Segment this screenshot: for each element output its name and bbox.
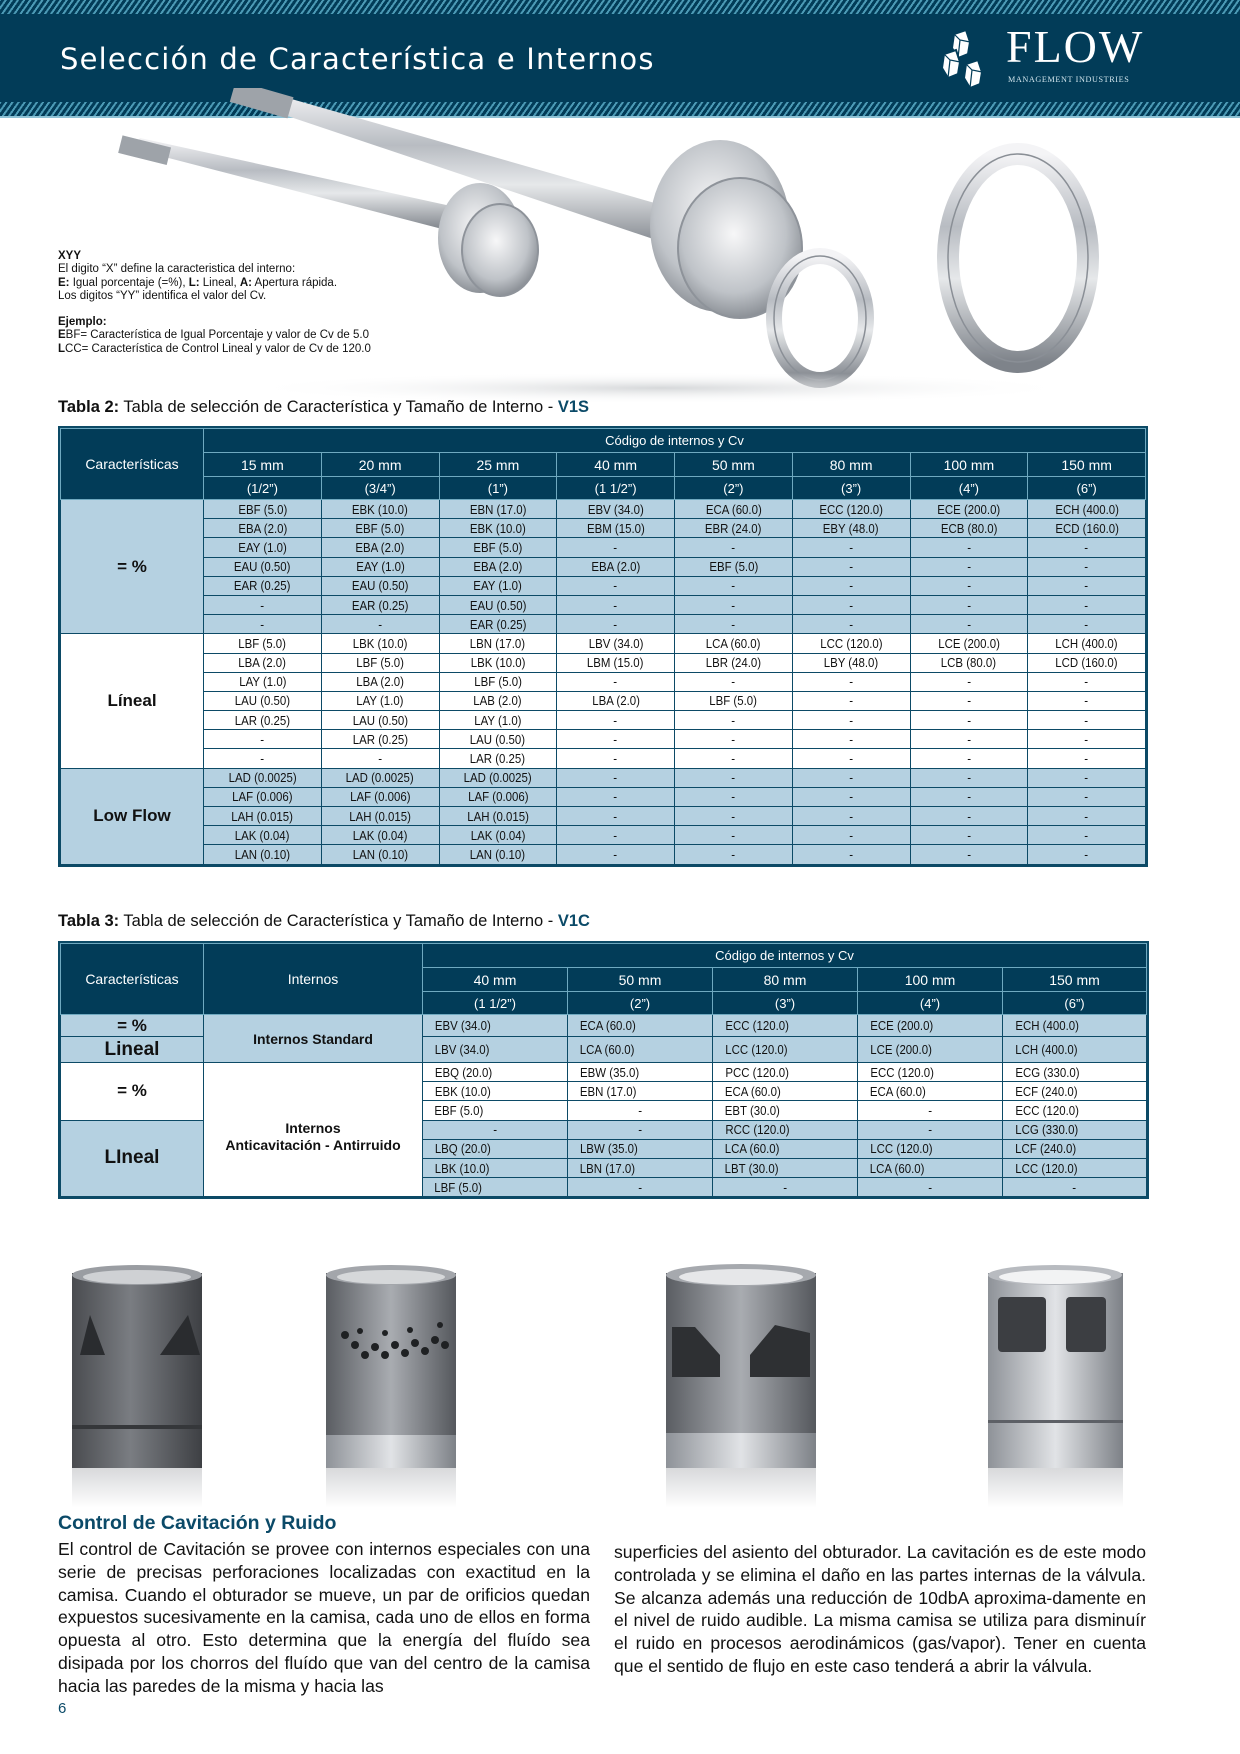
table-cell: LCA (60.0) — [675, 634, 793, 653]
table-cell: - — [792, 711, 910, 730]
header-size-inch: (1 1/2”) — [557, 477, 675, 500]
table-cell: LCA (60.0) — [858, 1158, 1003, 1177]
valve-plugs-and-seat-rings-image — [100, 88, 1200, 408]
page-number: 6 — [58, 1700, 67, 1717]
legend-line-1: El digito “X” define la caracteristica del interno: — [58, 263, 296, 276]
table-cell: EAY (1.0) — [321, 557, 439, 576]
cage-trims-images — [50, 1255, 1210, 1515]
header-size-inch: (1 1/2”) — [423, 992, 568, 1015]
table-cell: - — [557, 730, 675, 749]
table-row — [61, 634, 1146, 653]
table-cell: EBN (17.0) — [439, 500, 557, 519]
table-cell: ECA (60.0) — [675, 500, 793, 519]
table-cell: LAD (0.0025) — [439, 768, 557, 787]
table-cell: - — [792, 768, 910, 787]
table-cell: EAY (1.0) — [439, 576, 557, 595]
header-size-mm: 80 mm — [713, 968, 858, 992]
table-row — [61, 787, 1146, 806]
header-size-mm: 150 mm — [1028, 453, 1146, 477]
table-cell: LBF (5.0) — [321, 653, 439, 672]
header-internos: Internos — [204, 944, 423, 1015]
table-cell: - — [675, 845, 793, 864]
table-cell: ECG (330.0) — [1003, 1063, 1147, 1082]
table-cell: LBN (17.0) — [439, 634, 557, 653]
table-cell: EBM (15.0) — [557, 519, 675, 538]
table-cell: LBA (2.0) — [557, 691, 675, 710]
table-cell: LBA (2.0) — [204, 653, 322, 672]
header-codigo-internos: Código de internos y Cv — [204, 429, 1146, 453]
legend-example-label: Ejemplo: — [58, 316, 107, 329]
table2-caption: Tabla 2: Tabla de selección de Característica y Tamaño de Interno - V1S — [58, 398, 590, 416]
table-cell: - — [1028, 749, 1146, 768]
table-cell: ECC (120.0) — [1003, 1101, 1147, 1120]
table-cell: - — [910, 768, 1028, 787]
table-cell: LBK (10.0) — [423, 1158, 568, 1177]
table-cell: LBM (15.0) — [557, 653, 675, 672]
table-cell: LCH (400.0) — [1028, 634, 1146, 653]
table-row — [61, 730, 1146, 749]
table-cell: - — [675, 768, 793, 787]
table-cell: - — [1028, 730, 1146, 749]
table3-v1c-selection — [60, 943, 1147, 1197]
table-cell: LAU (0.50) — [321, 711, 439, 730]
table-row — [61, 538, 1146, 557]
table-cell: LCF (240.0) — [1003, 1139, 1147, 1158]
table-cell: - — [204, 595, 322, 614]
header-size-mm: 20 mm — [321, 453, 439, 477]
table-cell: LCD (160.0) — [1028, 653, 1146, 672]
table-row — [61, 807, 1146, 826]
table-cell: ECB (80.0) — [910, 519, 1028, 538]
table-cell: - — [1028, 595, 1146, 614]
table-cell: - — [557, 711, 675, 730]
table-cell: - — [792, 730, 910, 749]
table-cell: LAH (0.015) — [439, 807, 557, 826]
table-cell: LBN (17.0) — [568, 1158, 713, 1177]
table-cell: - — [910, 576, 1028, 595]
header-size-inch: (4”) — [858, 992, 1003, 1015]
table2-v1s-selection — [60, 428, 1146, 865]
table-cell: EBF (5.0) — [675, 557, 793, 576]
table-cell: EBY (48.0) — [792, 519, 910, 538]
cubes-logo-icon — [940, 28, 992, 90]
table-cell: PCC (120.0) — [713, 1063, 858, 1082]
table-cell: LAK (0.04) — [439, 826, 557, 845]
header-size-mm: 50 mm — [568, 968, 713, 992]
table-cell: - — [557, 576, 675, 595]
table-cell: EAU (0.50) — [321, 576, 439, 595]
table-cell: LBW (35.0) — [568, 1139, 713, 1158]
table-cell: LAK (0.04) — [204, 826, 322, 845]
table-cell: - — [910, 845, 1028, 864]
header-size-mm: 100 mm — [858, 968, 1003, 992]
table-cell: - — [675, 576, 793, 595]
legend-line-3: Los digitos “YY” identifica el valor del Cv. — [58, 289, 267, 302]
header-size-inch: (1”) — [439, 477, 557, 500]
table-row — [61, 691, 1146, 710]
table-cell: - — [557, 807, 675, 826]
table-cell: EBR (24.0) — [675, 519, 793, 538]
table-row — [61, 519, 1146, 538]
logo-wordmark: FLOW — [1006, 21, 1145, 72]
group-label: = % — [61, 500, 204, 634]
table-cell: - — [557, 768, 675, 787]
table-cell: LAY (1.0) — [321, 691, 439, 710]
section-title: Control de Cavitación y Ruido — [58, 1512, 337, 1534]
table-cell: LCA (60.0) — [713, 1139, 858, 1158]
table-cell: EBA (2.0) — [204, 519, 322, 538]
table-cell: - — [675, 787, 793, 806]
header-stripe-top — [0, 0, 1240, 14]
table-cell: - — [1028, 557, 1146, 576]
table-row — [61, 672, 1146, 691]
table-cell: - — [423, 1120, 568, 1139]
table-cell: EBW (35.0) — [568, 1063, 713, 1082]
table-cell: EBF (5.0) — [204, 500, 322, 519]
table-cell: LAR (0.25) — [204, 711, 322, 730]
table-cell: - — [792, 595, 910, 614]
table-row — [61, 500, 1146, 519]
table-cell: - — [792, 807, 910, 826]
table-cell: LBV (34.0) — [557, 634, 675, 653]
header-size-inch: (3”) — [713, 992, 858, 1015]
group-label: = % — [61, 1015, 204, 1037]
table-cell: EAU (0.50) — [204, 557, 322, 576]
table-cell: - — [675, 615, 793, 634]
table-cell: LAH (0.015) — [204, 807, 322, 826]
table-cell: - — [557, 845, 675, 864]
table-cell: LCC (120.0) — [1003, 1158, 1147, 1177]
table-cell: - — [1028, 615, 1146, 634]
table-cell: - — [858, 1120, 1003, 1139]
table-cell: LCG (330.0) — [1003, 1120, 1147, 1139]
table-cell: - — [910, 826, 1028, 845]
header-size-inch: (4”) — [910, 477, 1028, 500]
header-caracteristicas: Características — [61, 944, 204, 1015]
table-cell: LBF (5.0) — [204, 634, 322, 653]
table-cell: - — [675, 826, 793, 845]
table-cell: LAH (0.015) — [321, 807, 439, 826]
header-size-mm: 150 mm — [1003, 968, 1147, 992]
table-cell: LCE (200.0) — [858, 1037, 1003, 1063]
table-cell: - — [910, 730, 1028, 749]
header-size-mm: 40 mm — [423, 968, 568, 992]
table-cell: LBK (10.0) — [321, 634, 439, 653]
table-cell: LAK (0.04) — [321, 826, 439, 845]
table-cell: - — [557, 538, 675, 557]
table-row — [61, 576, 1146, 595]
table-cell: LAF (0.006) — [321, 787, 439, 806]
table-cell: ECD (160.0) — [1028, 519, 1146, 538]
table-cell: LAF (0.006) — [204, 787, 322, 806]
table-cell: - — [910, 807, 1028, 826]
table-cell: - — [204, 730, 322, 749]
table-cell: ECE (200.0) — [910, 500, 1028, 519]
table-cell: EBV (34.0) — [423, 1015, 568, 1037]
table-row — [61, 1015, 1147, 1037]
header-size-mm: 80 mm — [792, 453, 910, 477]
legend-example-2: LCC= Característica de Control Lineal y valor de Cv de 120.0 — [58, 342, 371, 355]
header-size-mm: 100 mm — [910, 453, 1028, 477]
legend-code: XYY — [58, 250, 82, 262]
header-size-inch: (3/4”) — [321, 477, 439, 500]
table-cell: LCB (80.0) — [910, 653, 1028, 672]
table-cell: - — [568, 1101, 713, 1120]
table-cell: EBK (10.0) — [423, 1082, 568, 1101]
table-cell: - — [675, 672, 793, 691]
table-cell: LBV (34.0) — [423, 1037, 568, 1063]
table-cell: - — [792, 826, 910, 845]
header-size-inch: (6”) — [1003, 992, 1147, 1015]
cage-1 — [72, 1265, 202, 1508]
header-size-mm: 25 mm — [439, 453, 557, 477]
table3-caption: Tabla 3: Tabla de selección de Característica y Tamaño de Interno - V1C — [58, 912, 590, 930]
table-cell: - — [792, 672, 910, 691]
table-cell: ECA (60.0) — [713, 1082, 858, 1101]
table-cell: - — [910, 749, 1028, 768]
table-cell: - — [910, 538, 1028, 557]
internos-anticavitacion-label: Internos Anticavitación - Antirruido — [204, 1063, 423, 1197]
table-row — [61, 653, 1146, 672]
table-cell: LCE (200.0) — [910, 634, 1028, 653]
table-cell: LBY (48.0) — [792, 653, 910, 672]
table-cell: - — [1028, 768, 1146, 787]
table-cell: LAN (0.10) — [321, 845, 439, 864]
table-cell: LBT (30.0) — [713, 1158, 858, 1177]
table-row — [61, 826, 1146, 845]
table-cell: - — [557, 749, 675, 768]
table-cell: EBA (2.0) — [321, 538, 439, 557]
group-label: LIneal — [61, 1120, 204, 1197]
table-cell: LAF (0.006) — [439, 787, 557, 806]
table-cell: - — [792, 557, 910, 576]
table-cell: LBK (10.0) — [439, 653, 557, 672]
table-cell: - — [675, 538, 793, 557]
legend-line-2: E: Igual porcentaje (=%), L: Lineal, A: Apertura rápida. — [58, 276, 338, 289]
table-cell: RCC (120.0) — [713, 1120, 858, 1139]
table-cell: LCA (60.0) — [568, 1037, 713, 1063]
table-cell: - — [1028, 538, 1146, 557]
body-text-right-column: superficies del asiento del obturador. La cavitación es de este modo controlada y se elimina el daño en las partes internas de la válvula. Se alcanza además una reducción de 10dbA aproxima-damente en el nivel de ruido audible. La misma camisa se utiliza para disminuír el ruido en procesos aerodinámicos (gas/vapor). Tener en cuenta que el sentido de flujo en este caso tenderá a abrir la válvula. — [614, 1542, 1146, 1676]
table-cell: - — [792, 538, 910, 557]
table-cell: - — [568, 1178, 713, 1197]
table-cell: EBT (30.0) — [713, 1101, 858, 1120]
table-cell: - — [792, 749, 910, 768]
table-cell: LAY (1.0) — [204, 672, 322, 691]
table-cell: - — [1028, 711, 1146, 730]
table-row — [61, 615, 1146, 634]
table-cell: EBF (5.0) — [439, 538, 557, 557]
table-cell: EBA (2.0) — [439, 557, 557, 576]
table-row — [61, 749, 1146, 768]
table-cell: - — [675, 730, 793, 749]
table-cell: - — [910, 615, 1028, 634]
table-cell: LAN (0.10) — [439, 845, 557, 864]
table-cell: - — [557, 672, 675, 691]
table-cell: ECF (240.0) — [1003, 1082, 1147, 1101]
table-cell: - — [792, 787, 910, 806]
table-cell: LBF (5.0) — [439, 672, 557, 691]
body-text-left-column: El control de Cavitación se provee con internos especiales con una serie de precisas perforaciones localizadas con exactitud en la camisa. Cuando el obturador se mueve, un par de orificios quedan expuestos sucesivamente en la camisa, cada uno de ellos en forma opuesta al otro. Esto determina que la energía del fluído sea disipada por los chorros del fluído que van del centro de la camisa hacia las paredes de la misma y hacia las — [58, 1539, 590, 1696]
page-title: Selección de Característica e Internos — [60, 42, 655, 76]
table-cell: EBQ (20.0) — [423, 1063, 568, 1082]
logo-subtitle: MANAGEMENT INDUSTRIES — [1008, 75, 1130, 84]
table-cell: - — [1028, 576, 1146, 595]
header-size-mm: 50 mm — [675, 453, 793, 477]
table-cell: - — [321, 749, 439, 768]
group-label: = % — [61, 1063, 204, 1121]
cage-4 — [988, 1265, 1123, 1508]
table-cell: ECH (400.0) — [1028, 500, 1146, 519]
table-cell: ECE (200.0) — [858, 1015, 1003, 1037]
table-cell: LBR (24.0) — [675, 653, 793, 672]
table-cell: - — [1028, 807, 1146, 826]
table-cell: - — [910, 595, 1028, 614]
table-cell: LBF (5.0) — [675, 691, 793, 710]
table-cell: EBF (5.0) — [321, 519, 439, 538]
cage-3 — [666, 1264, 816, 1508]
code-legend — [58, 250, 371, 356]
table-row — [61, 845, 1146, 864]
table-cell: EBK (10.0) — [439, 519, 557, 538]
table-cell: EBF (5.0) — [423, 1101, 568, 1120]
header-size-inch: (2”) — [675, 477, 793, 500]
table-row — [61, 1063, 1147, 1082]
table-cell: ECA (60.0) — [858, 1082, 1003, 1101]
legend-example-1: EBF= Característica de Igual Porcentaje y valor de Cv de 5.0 — [58, 329, 369, 342]
table-cell: - — [675, 595, 793, 614]
header-size-inch: (1/2”) — [204, 477, 322, 500]
header-size-mm: 40 mm — [557, 453, 675, 477]
table-cell: LAD (0.0025) — [321, 768, 439, 787]
table-cell: - — [1028, 826, 1146, 845]
table-cell: - — [1028, 845, 1146, 864]
table-cell: - — [675, 749, 793, 768]
table-cell: - — [792, 845, 910, 864]
table-cell: - — [792, 691, 910, 710]
table-cell: LBA (2.0) — [321, 672, 439, 691]
cage-2 — [326, 1265, 456, 1508]
group-label: Lineal — [61, 1037, 204, 1063]
table-cell: - — [858, 1101, 1003, 1120]
table-cell: - — [792, 615, 910, 634]
table-cell: LAB (2.0) — [439, 691, 557, 710]
table-cell: - — [858, 1178, 1003, 1197]
table-row — [61, 557, 1146, 576]
table-cell: LAU (0.50) — [439, 730, 557, 749]
table-cell: LCH (400.0) — [1003, 1037, 1147, 1063]
header-size-mm: 15 mm — [204, 453, 322, 477]
table-cell: - — [910, 691, 1028, 710]
table-cell: - — [557, 826, 675, 845]
table-cell: - — [910, 672, 1028, 691]
group-label: Líneal — [61, 634, 204, 768]
table-cell: - — [910, 557, 1028, 576]
header-size-inch: (2”) — [568, 992, 713, 1015]
table-cell: EBK (10.0) — [321, 500, 439, 519]
table-cell: ECA (60.0) — [568, 1015, 713, 1037]
table-cell: - — [557, 595, 675, 614]
table-cell: ECH (400.0) — [1003, 1015, 1147, 1037]
table-cell: - — [1028, 672, 1146, 691]
header-size-inch: (3”) — [792, 477, 910, 500]
table-cell: EAY (1.0) — [204, 538, 322, 557]
table-row — [61, 768, 1146, 787]
table-cell: LCC (120.0) — [858, 1139, 1003, 1158]
table-cell: - — [792, 576, 910, 595]
table-cell: LAR (0.25) — [439, 749, 557, 768]
table-cell: LBQ (20.0) — [423, 1139, 568, 1158]
table-cell: LCC (120.0) — [792, 634, 910, 653]
table-cell: - — [675, 711, 793, 730]
table-cell: EBN (17.0) — [568, 1082, 713, 1101]
table-cell: - — [204, 749, 322, 768]
group-label: Low Flow — [61, 768, 204, 864]
table-cell: - — [713, 1178, 858, 1197]
table-cell: - — [557, 615, 675, 634]
table-cell: LBF (5.0) — [423, 1178, 568, 1197]
table-cell: ECC (120.0) — [713, 1015, 858, 1037]
table-cell: EBV (34.0) — [557, 500, 675, 519]
table-cell: ECC (120.0) — [858, 1063, 1003, 1082]
table-cell: EBA (2.0) — [557, 557, 675, 576]
table-cell: - — [910, 787, 1028, 806]
table-cell: - — [1028, 691, 1146, 710]
table-cell: LAD (0.0025) — [204, 768, 322, 787]
header-codigo-internos: Código de internos y Cv — [423, 944, 1147, 968]
internos-standard-label: Internos Standard — [204, 1015, 423, 1063]
table-cell: - — [1028, 787, 1146, 806]
table-cell: ECC (120.0) — [792, 500, 910, 519]
table-cell: - — [1003, 1178, 1147, 1197]
flow-logo — [940, 21, 1160, 90]
header-caracteristicas: Características — [61, 429, 204, 500]
table-row — [61, 595, 1146, 614]
header-size-inch: (6”) — [1028, 477, 1146, 500]
table-cell: EAR (0.25) — [439, 615, 557, 634]
table-row — [61, 711, 1146, 730]
table-cell: EAU (0.50) — [439, 595, 557, 614]
table-cell: - — [321, 615, 439, 634]
table-cell: - — [204, 615, 322, 634]
table-cell: LCC (120.0) — [713, 1037, 858, 1063]
table-cell: EAR (0.25) — [204, 576, 322, 595]
table-cell: LAN (0.10) — [204, 845, 322, 864]
table-cell: - — [568, 1120, 713, 1139]
table-cell: - — [910, 711, 1028, 730]
table-cell: EAR (0.25) — [321, 595, 439, 614]
table-cell: - — [675, 807, 793, 826]
table-cell: LAU (0.50) — [204, 691, 322, 710]
table-cell: - — [557, 787, 675, 806]
table-cell: LAY (1.0) — [439, 711, 557, 730]
table-cell: LAR (0.25) — [321, 730, 439, 749]
